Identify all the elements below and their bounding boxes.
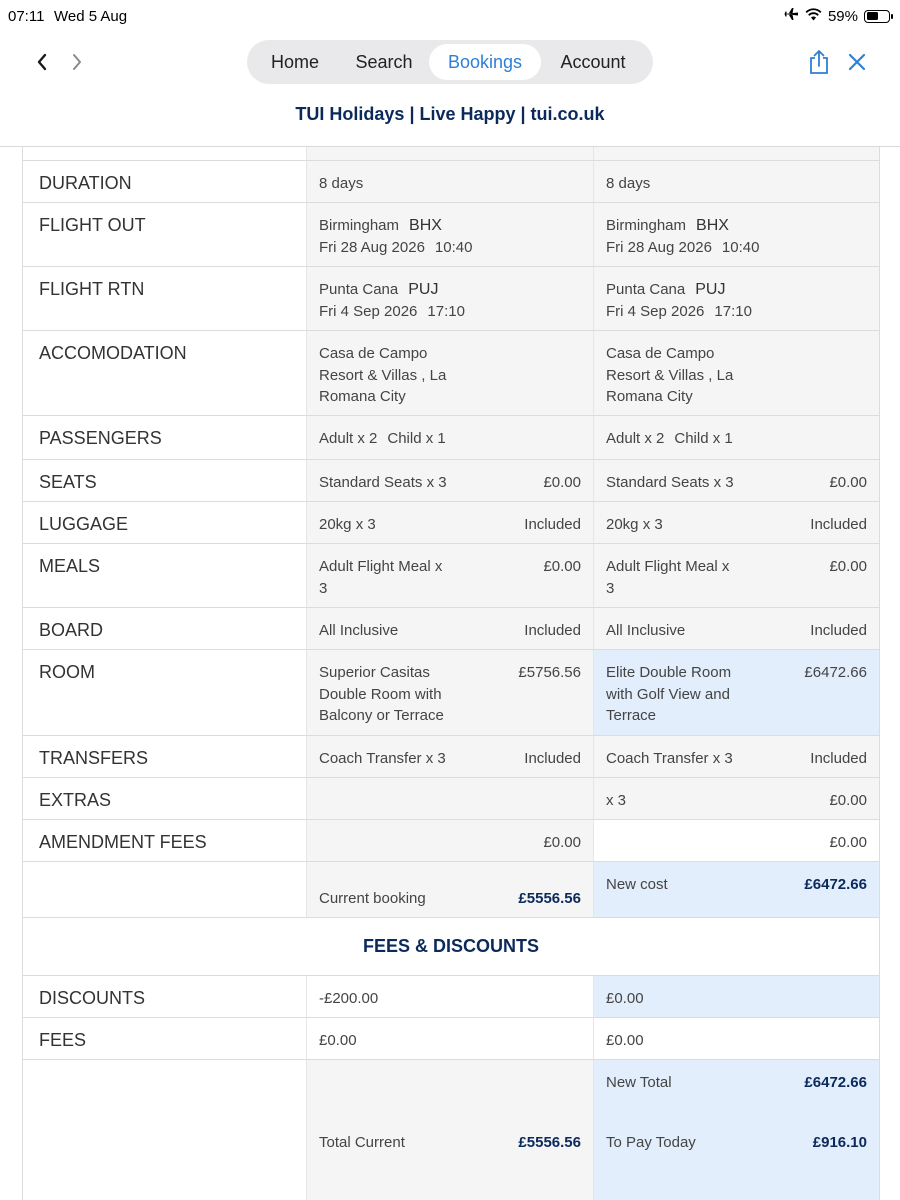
status-indicators <box>783 7 890 25</box>
price: Included <box>524 750 581 767</box>
airport-code: BHX <box>696 217 729 234</box>
new-discounts: £0.00 <box>593 976 879 1017</box>
site-title: TUI Holidays | Live Happy | tui.co.uk <box>295 104 605 124</box>
current-transfers: Coach Transfer x 3 Included <box>306 736 593 777</box>
row-fees <box>23 1018 879 1060</box>
to-pay-today-value: £916.10 <box>812 1134 867 1151</box>
current-flight-rtn <box>306 267 593 330</box>
price: Included <box>810 750 867 767</box>
price: £0.00 <box>829 792 867 809</box>
status-date: Wed 5 Aug <box>54 8 128 25</box>
current-extras <box>306 778 593 819</box>
price: £0.00 <box>829 558 867 575</box>
new-transfers: Coach Transfer x 3 Included <box>593 736 879 777</box>
price: £0.00 <box>543 474 581 491</box>
row-label: ROOM <box>39 662 95 682</box>
new-room: Elite Double Room with Golf View and Terrace £6472.66 <box>593 650 879 735</box>
current-accomodation: Casa de Campo Resort & Villas , La Romana City <box>306 331 593 415</box>
row-amendment-fees <box>23 820 879 862</box>
flight-time: 17:10 <box>427 302 465 320</box>
price: £0.00 <box>829 834 867 851</box>
airplane-mode-icon <box>783 7 799 25</box>
subtotal-value: £6472.66 <box>804 876 867 893</box>
airport-code: BHX <box>409 217 442 234</box>
price: £5756.56 <box>518 664 581 681</box>
airport-code: PUJ <box>408 281 439 298</box>
flight-time: 17:10 <box>714 302 752 320</box>
current-booking-total <box>306 862 593 917</box>
row-accomodation <box>23 331 879 416</box>
row-label: FEES <box>39 1030 87 1050</box>
row-flight-out <box>23 203 879 267</box>
table-row <box>23 147 879 161</box>
row-duration <box>23 161 879 203</box>
close-button[interactable] <box>846 50 868 74</box>
price: £0.00 <box>829 474 867 491</box>
new-meals: Adult Flight Meal x 3 £0.00 <box>593 544 879 607</box>
current-passengers: Adult x 2 Child x 1 <box>306 416 593 459</box>
row-label: PASSENGERS <box>39 428 162 448</box>
row-luggage <box>23 502 879 544</box>
status-bar <box>0 0 900 34</box>
browser-toolbar <box>0 34 900 90</box>
current-room: Superior Casitas Double Room with Balcony or Terrace £5756.56 <box>306 650 593 735</box>
flight-date: Fri 28 Aug 2026 <box>319 238 425 256</box>
total-current-label: Total Current <box>319 1134 405 1151</box>
new-flight-out <box>593 203 879 266</box>
new-total-label: New Total <box>606 1074 672 1091</box>
row-label: SEATS <box>39 472 97 492</box>
tab-switcher <box>247 40 653 84</box>
current-duration: 8 days <box>306 161 593 202</box>
chevron-left-icon <box>35 52 49 72</box>
current-meals: Adult Flight Meal x 3 £0.00 <box>306 544 593 607</box>
row-label: TRANSFERS <box>39 748 149 768</box>
row-flight-rtn <box>23 267 879 331</box>
new-total-value: £6472.66 <box>804 1074 867 1091</box>
price: £0.00 <box>543 558 581 575</box>
share-button[interactable] <box>806 48 832 76</box>
new-seats: Standard Seats x 3 £0.00 <box>593 460 879 501</box>
row-label: FLIGHT RTN <box>39 279 145 299</box>
airport-name: Birmingham <box>606 217 687 234</box>
row-transfers <box>23 736 879 778</box>
current-fees: £0.00 <box>306 1018 593 1059</box>
price: Included <box>810 516 867 533</box>
booking-comparison-table <box>22 147 880 1200</box>
row-label: DURATION <box>39 173 132 193</box>
row-subtotal <box>23 862 879 918</box>
current-board: All Inclusive Included <box>306 608 593 649</box>
new-amendment-fees <box>593 820 879 861</box>
row-label: FLIGHT OUT <box>39 215 146 235</box>
row-label: LUGGAGE <box>39 514 129 534</box>
row-totals <box>23 1060 879 1200</box>
battery-fill <box>867 12 879 20</box>
current-discounts: -£200.00 <box>306 976 593 1017</box>
row-meals <box>23 544 879 608</box>
battery-percent: 59% <box>827 7 858 25</box>
battery-icon <box>864 10 890 23</box>
share-icon <box>806 48 832 76</box>
new-duration: 8 days <box>593 161 879 202</box>
row-discounts <box>23 976 879 1018</box>
row-room <box>23 650 879 736</box>
airport-name: Punta Cana <box>319 281 399 298</box>
row-label: ACCOMODATION <box>39 343 187 363</box>
row-passengers <box>23 416 879 460</box>
current-amendment-fees <box>306 820 593 861</box>
flight-time: 10:40 <box>721 238 760 256</box>
row-board <box>23 608 879 650</box>
back-button[interactable] <box>30 48 54 76</box>
price: Included <box>524 516 581 533</box>
tab-account[interactable]: Account <box>560 51 626 72</box>
airport-name: Birmingham <box>319 217 400 234</box>
subtotal-label: Current booking <box>319 890 426 907</box>
current-luggage: 20kg x 3 Included <box>306 502 593 543</box>
price: £6472.66 <box>804 664 867 681</box>
wifi-icon <box>805 8 822 25</box>
flight-time: 10:40 <box>434 238 473 256</box>
chevron-right-icon <box>70 52 84 72</box>
flight-date: Fri 28 Aug 2026 <box>606 238 712 256</box>
current-flight-out <box>306 203 593 266</box>
tab-bookings[interactable]: Bookings <box>429 44 541 80</box>
row-label: AMENDMENT FEES <box>39 832 207 852</box>
row-label: EXTRAS <box>39 790 112 810</box>
new-cost-total <box>593 862 879 917</box>
flight-date: Fri 4 Sep 2026 <box>319 302 418 320</box>
forward-button[interactable] <box>65 48 89 76</box>
price: Included <box>810 622 867 639</box>
airport-name: Punta Cana <box>606 281 686 298</box>
close-icon <box>846 50 868 74</box>
row-label: DISCOUNTS <box>39 988 146 1008</box>
new-passengers: Adult x 2 Child x 1 <box>593 416 879 459</box>
tab-home[interactable]: Home <box>270 51 319 72</box>
airport-code: PUJ <box>695 281 726 298</box>
status-time: 07:11 <box>8 8 45 25</box>
subtotal-label: New cost <box>606 876 668 893</box>
price: £0.00 <box>543 834 581 851</box>
row-label: MEALS <box>39 556 101 576</box>
new-luggage: 20kg x 3 Included <box>593 502 879 543</box>
fees-discounts-heading: FEES & DISCOUNTS <box>23 918 879 976</box>
subtotal-value: £5556.56 <box>518 890 581 907</box>
flight-date: Fri 4 Sep 2026 <box>606 302 705 320</box>
new-extras: x 3 £0.00 <box>593 778 879 819</box>
new-fees: £0.00 <box>593 1018 879 1059</box>
new-board: All Inclusive Included <box>593 608 879 649</box>
total-current-value: £5556.56 <box>518 1134 581 1151</box>
current-grand-total <box>306 1060 593 1200</box>
row-label: BOARD <box>39 620 104 640</box>
tab-search[interactable]: Search <box>355 51 413 72</box>
new-accomodation: Casa de Campo Resort & Villas , La Romana City <box>593 331 879 415</box>
current-seats: Standard Seats x 3 £0.00 <box>306 460 593 501</box>
new-flight-rtn <box>593 267 879 330</box>
new-grand-total <box>593 1060 879 1200</box>
row-extras <box>23 778 879 820</box>
price: Included <box>524 622 581 639</box>
row-seats <box>23 460 879 502</box>
to-pay-today-label: To Pay Today <box>606 1134 696 1151</box>
